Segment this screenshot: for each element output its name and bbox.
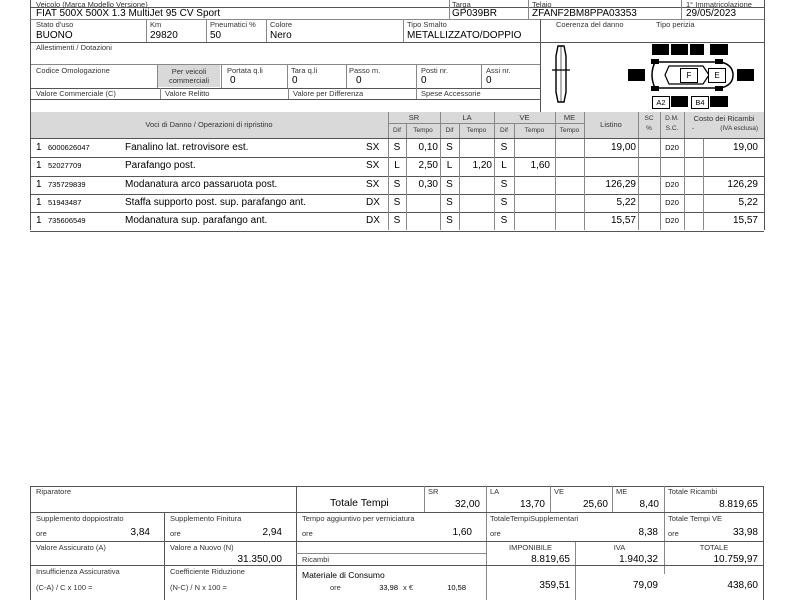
val-nuovo-value: 31.350,00 [237, 554, 282, 565]
totale-tempi-label: Totale Tempi [330, 497, 389, 509]
col-group-ve: VE [519, 113, 530, 122]
cell-desc: Staffa supporto post. sup. parafango ant. [125, 196, 307, 208]
col-sc-percent: % [646, 125, 652, 132]
col-ve-dif: Dif [500, 127, 508, 134]
mat-imponibile: 359,51 [539, 580, 570, 591]
col-costo: Costo dei Ricambi [693, 114, 755, 123]
tot-ve-value: 33,98 [732, 527, 758, 538]
value-relic-label: Valore Relitto [165, 89, 210, 98]
cell-desc: Modanatura sup. parafango ant. [125, 215, 268, 227]
col-costo-dash: - [692, 125, 695, 132]
cell-listino: 126,29 [605, 178, 636, 190]
cell-ve-d: S [500, 178, 508, 190]
cell-listino: 5,22 [616, 196, 636, 208]
cell-ve-d: L [501, 160, 507, 172]
cell-listino: 15,57 [610, 215, 636, 227]
tempo-agg-label: Tempo aggiuntivo per verniciatura [302, 514, 415, 523]
km-label: Km [150, 20, 162, 29]
col-costo-iva: (IVA esclusa) [720, 125, 758, 132]
col-dm-sc: S.C. [665, 125, 679, 132]
iva-label: IVA [613, 543, 626, 552]
cell-sr-d: L [394, 160, 400, 172]
iva-value: 1.940,32 [619, 554, 658, 565]
total-me: 8,40 [639, 499, 659, 510]
cell-dm: D20 [665, 216, 679, 226]
suppl-dopp-value: 3,84 [130, 527, 150, 538]
materiale-label: Materiale di Consumo [302, 570, 385, 580]
vehicle-km: 29820 [150, 30, 178, 41]
plate-label: Targa [452, 0, 471, 9]
zone-e-label: E [708, 68, 726, 83]
cell-dm: D20 [665, 143, 679, 152]
col-sr-tempo: Tempo [413, 127, 433, 134]
me-label: ME [616, 487, 628, 496]
tot-suppl-label: TotaleTempiSupplementari [490, 514, 579, 523]
tyres-label: Pneumatici % [210, 20, 256, 29]
col-ve-tempo: Tempo [524, 127, 545, 134]
cell-code: 52027709 [48, 161, 82, 171]
riparatore-label: Riparatore [36, 487, 72, 496]
equipment-label: Allestimenti / Dotazioni [36, 43, 112, 52]
mat-totale: 438,60 [727, 580, 758, 591]
extras-label: Spese Accessorie [421, 89, 481, 98]
imponibile-label: IMPONIBILE [509, 543, 552, 552]
cell-side: SX [366, 142, 380, 153]
cell-la-d: S [446, 142, 453, 153]
cell-qty: 1 [36, 160, 42, 172]
mat-ore-value: 33,98 [379, 583, 398, 592]
vehicle-mass: 0 [356, 75, 362, 86]
col-la-dif: Dif [445, 127, 454, 134]
col-me-tempo: Tempo [559, 127, 580, 134]
cell-sr-t: 0,10 [418, 142, 438, 153]
cell-code: 735606549 [48, 216, 86, 226]
appraisal-label: Tipo perizia [656, 20, 695, 29]
ricambi-label: Ricambi [302, 555, 330, 564]
tempo-agg-value: 1,60 [452, 527, 472, 538]
registration-date: 29/05/2023 [686, 8, 737, 19]
totale-ricambi: 8.819,65 [719, 499, 758, 510]
vehicle-paint: METALLIZZATO/DOPPIO [407, 30, 522, 41]
total-sr: 32,00 [454, 499, 480, 510]
suppl-fin-ore: ore [170, 529, 181, 538]
mass-label: Passo m. [349, 66, 381, 75]
vehicle-vin: ZFANF2BM8PPA03353 [532, 8, 637, 19]
vehicle-state: BUONO [36, 30, 73, 41]
col-dm: D.M. [665, 115, 679, 122]
mat-iva: 79,09 [632, 580, 658, 591]
value-diff-label: Valore per Differenza [293, 89, 364, 98]
zone-a2-label: A2 [652, 96, 670, 109]
mat-rate: 10,58 [447, 583, 466, 592]
total-ve: 25,60 [582, 499, 608, 510]
suppl-fin-value: 2,94 [262, 527, 282, 538]
vehicle-tare: 0 [292, 75, 298, 86]
vehicle-load: 0 [230, 75, 236, 86]
la-label: LA [490, 487, 500, 496]
totale-value: 10.759,97 [713, 554, 758, 565]
cell-qty: 1 [36, 215, 42, 227]
insuff-label: Insufficienza Assicurativa [36, 567, 120, 576]
ve-label: VE [554, 487, 565, 496]
value-commercial-label: Valore Commerciale (C) [36, 89, 116, 98]
cell-listino: 19,00 [610, 142, 636, 153]
mat-ore-label: ore [330, 583, 341, 592]
cell-qty: 1 [36, 196, 42, 208]
col-header-description: Voci di Danno / Operazioni di ripristino [145, 120, 273, 129]
totale-label: TOTALE [699, 543, 729, 552]
suppl-fin-label: Supplemento Finitura [170, 514, 242, 523]
cell-qty: 1 [36, 142, 42, 153]
cell-ve-d: S [500, 142, 508, 153]
val-ass-label: Valore Assicurato (A) [36, 543, 106, 552]
cell-sr-d: S [393, 142, 401, 153]
cell-dm: D20 [665, 197, 679, 207]
cell-sr-t: 0,30 [418, 178, 438, 190]
cell-code: 6000626047 [48, 143, 90, 152]
zone-f-label: F [680, 68, 698, 83]
cell-la-d: S [446, 215, 453, 227]
cell-costo: 19,00 [732, 142, 758, 153]
totale-ricambi-label: Totale Ricambi [668, 487, 718, 496]
car-side-icon [546, 42, 576, 106]
suppl-dopp-label: Supplemento doppiostrato [36, 514, 124, 523]
model-label: Veicolo (Marca Modello Versione) [36, 0, 148, 9]
cell-ve-d: S [500, 215, 508, 227]
mat-x-label: x € [403, 583, 414, 592]
col-group-me: ME [563, 113, 576, 122]
insuff-formula: (C-A) / C x 100 = [36, 583, 93, 592]
cell-sr-d: S [393, 215, 401, 227]
tot-suppl-value: 8,38 [638, 527, 658, 538]
cell-desc: Fanalino lat. retrovisore est. [125, 142, 249, 153]
cell-desc: Parafango post. [125, 160, 196, 172]
col-sr-dif: Dif [393, 127, 401, 134]
tot-ve-ore: ore [668, 529, 679, 538]
cell-ve-d: S [500, 196, 508, 208]
cell-side: SX [366, 178, 380, 190]
vehicle-color: Nero [270, 30, 292, 41]
zone-b4-label: B4 [691, 96, 709, 109]
cell-code: 735729839 [48, 179, 86, 189]
cell-ve-t: 1,60 [530, 160, 550, 172]
cell-la-d: S [446, 196, 453, 208]
cell-code: 51943487 [48, 197, 82, 207]
cell-costo: 5,22 [738, 196, 758, 208]
suppl-dopp-ore: ore [36, 529, 47, 538]
cell-side: DX [366, 215, 380, 227]
vehicle-model: FIAT 500X 500X 1.3 MultiJet 95 CV Sport [36, 8, 221, 19]
coherence-label: Coerenza del danno [556, 20, 624, 29]
tempo-agg-ore: ore [302, 529, 313, 538]
col-sc: SC [644, 115, 654, 122]
vehicle-seats: 0 [421, 75, 427, 86]
cell-sr-d: S [393, 196, 401, 208]
cell-la-t: 1,20 [472, 160, 492, 172]
val-nuovo-label: Valore a Nuovo (N) [170, 543, 234, 552]
cell-sr-t: 2,50 [418, 160, 438, 172]
load-label: Portata q.li [227, 66, 263, 75]
tare-label: Tara q.li [291, 66, 318, 75]
cell-dm: D20 [665, 179, 679, 189]
col-la-tempo: Tempo [466, 127, 487, 134]
commercial-label: Per veicoli commerciali [168, 67, 209, 85]
vehicle-axles: 0 [486, 75, 492, 86]
col-group-la: LA [462, 113, 472, 122]
sr-label: SR [428, 487, 439, 496]
vehicle-tyres: 50 [210, 30, 222, 41]
state-label: Stato d'uso [36, 20, 74, 29]
vin-label: Telaio [532, 0, 552, 9]
cell-desc: Modanatura arco passaruota post. [125, 178, 278, 190]
tot-suppl-ore: ore [490, 529, 501, 538]
homolog-label: Codice Omologazione [36, 66, 110, 75]
cell-sr-d: S [393, 178, 401, 190]
col-group-sr: SR [408, 113, 420, 122]
cell-qty: 1 [36, 178, 42, 190]
cell-costo: 126,29 [727, 178, 758, 190]
color-label: Colore [270, 20, 293, 29]
axles-label: Assi nr. [486, 66, 511, 75]
cell-side: DX [366, 196, 380, 208]
cell-la-d: L [446, 160, 453, 172]
vehicle-plate: GP039BR [452, 8, 498, 19]
cell-costo: 15,57 [732, 215, 758, 227]
registration-label: 1° Immatricolazione [686, 0, 752, 9]
seats-label: Posti nr. [421, 66, 449, 75]
total-la: 13,70 [519, 499, 545, 510]
coeff-formula: (N-C) / N x 100 = [170, 583, 227, 592]
col-listino: Listino [600, 120, 622, 129]
cell-la-d: S [446, 178, 453, 190]
coeff-label: Coefficiente Riduzione [170, 567, 245, 576]
imponibile-value: 8.819,65 [531, 554, 570, 565]
cell-side: SX [366, 160, 380, 172]
paint-label: Tipo Smalto [407, 20, 447, 29]
tot-ve-label: Totale Tempi VE [668, 514, 723, 523]
